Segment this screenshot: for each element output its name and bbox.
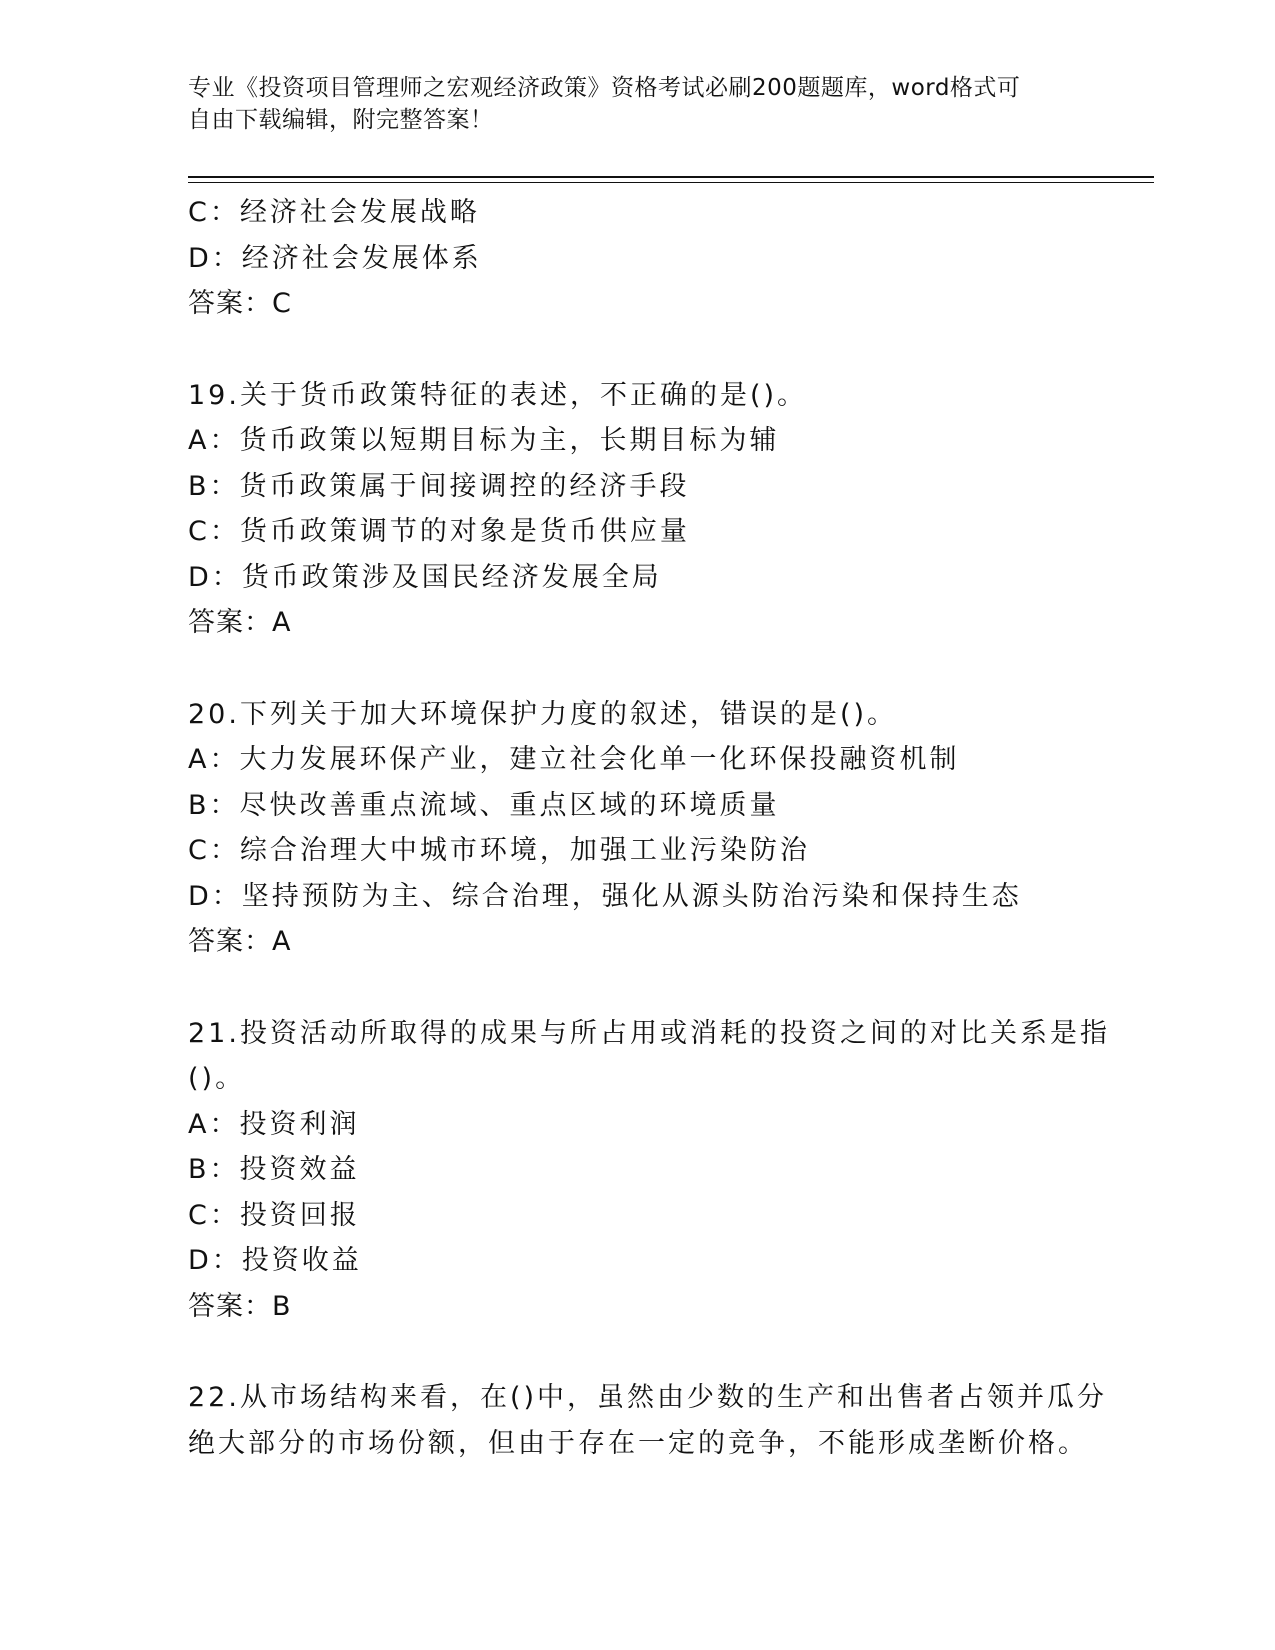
document-header [188, 72, 1088, 136]
spacer [188, 1329, 1088, 1375]
option-d: D：坚持预防为主、综合治理，强化从源头防治污染和保持生态 [188, 880, 1022, 912]
option-d: D：经济社会发展体系 [188, 242, 482, 274]
carryover-question [188, 190, 1088, 327]
spacer [188, 646, 1088, 692]
option-c: C：投资回报 [188, 1199, 360, 1231]
answer-line: 答案：A [188, 607, 292, 638]
answer-line: 答案：B [188, 1290, 292, 1322]
question-content [188, 190, 1110, 1466]
option-c: C：货币政策调节的对象是货币供应量 [188, 516, 690, 547]
question-22 [188, 1375, 1108, 1466]
option-a: A：大力发展环保产业，建立社会化单一化环保投融资机制 [188, 744, 960, 775]
option-b: B：货币政策属于间接调控的经济手段 [188, 470, 690, 502]
option-b: B：尽快改善重点流域、重点区域的环境质量 [188, 789, 780, 821]
answer-line: 答案：C [188, 288, 292, 319]
option-d: D：投资收益 [188, 1245, 362, 1276]
header-divider-thin [188, 182, 1154, 183]
question-21 [188, 1011, 1110, 1330]
option-d: D：货币政策涉及国民经济发展全局 [188, 561, 662, 593]
option-c: C：经济社会发展战略 [188, 197, 480, 228]
option-c: C：综合治理大中城市环境，加强工业污染防治 [188, 835, 810, 866]
option-a: A：投资利润 [188, 1108, 360, 1140]
question-stem-line-2: ()。 [188, 1063, 246, 1094]
question-stem-line-2: 绝大部分的市场份额，但由于存在一定的竞争，不能形成垄断价格。 [188, 1427, 1088, 1459]
header-title-line-1: 专业《投资项目管理师之宏观经济政策》资格考试必刷200题题库，word格式可 [188, 75, 1021, 101]
question-stem: 20.下列关于加大环境保护力度的叙述，错误的是()。 [188, 698, 898, 730]
question-20 [188, 692, 1088, 965]
header-divider-thick [188, 176, 1154, 178]
question-19 [188, 373, 1088, 646]
spacer [188, 965, 1088, 1011]
spacer [188, 327, 1088, 373]
question-stem-line-1: 21.投资活动所取得的成果与所占用或消耗的投资之间的对比关系是指 [188, 1017, 1110, 1049]
question-stem-line-1: 22.从市场结构来看，在()中，虽然由少数的生产和出售者占领并瓜分 [188, 1382, 1108, 1413]
option-a: A：货币政策以短期目标为主，长期目标为辅 [188, 425, 780, 456]
question-stem: 19.关于货币政策特征的表述，不正确的是()。 [188, 379, 808, 411]
option-b: B：投资效益 [188, 1154, 360, 1185]
answer-line: 答案：A [188, 926, 292, 957]
header-title-line-2: 自由下载编辑，附完整答案！ [188, 107, 494, 133]
